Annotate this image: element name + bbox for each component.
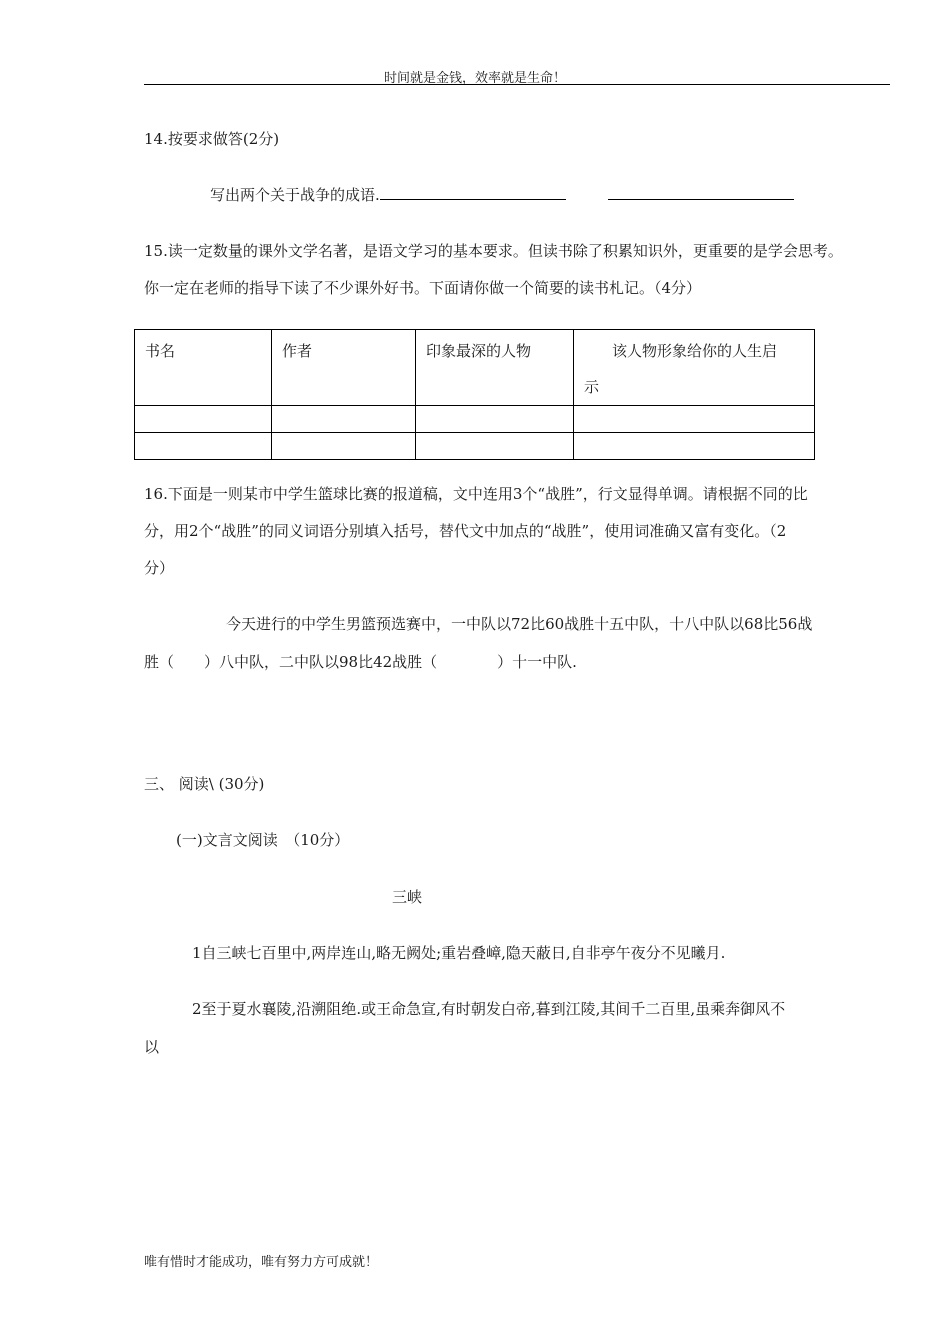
page-header: 时间就是金钱，效率就是生命！ — [383, 71, 566, 86]
passage-paragraph-1: 1自三峡七百里中,两岸连山,略无阙处;重岩叠嶂,隐天蔽日,自非亭午夜分不见曦月. — [192, 944, 726, 962]
cell-insight[interactable] — [574, 433, 815, 460]
passage-title: 三峡 — [392, 888, 423, 906]
q16-line-3: 分） — [144, 559, 175, 577]
cell-insight[interactable] — [574, 406, 815, 433]
header-author: 作者 — [272, 330, 416, 406]
header-rule — [144, 84, 890, 85]
passage-paragraph-2: 2至于夏水襄陵,沿溯阻绝.或王命急宣,有时朝发白帝,暮到江陵,其间千二百里,虽乘奔御风不 — [192, 1000, 786, 1018]
header-insight: 该人物形象给你的人生启 示 — [574, 330, 815, 406]
cell-character[interactable] — [416, 433, 574, 460]
table-row — [135, 433, 815, 460]
subsection-heading: (一)文言文阅读 （10分） — [176, 831, 350, 849]
q16-passage-1: 今天进行的中学生男篮预选赛中，一中队以72比60战胜十五中队，十八中队以68比56战 — [226, 615, 813, 633]
q14-title: 14.按要求做答(2分) — [144, 130, 280, 148]
q15-line-1: 15.读一定数量的课外文学名著，是语文学习的基本要求。但读书除了积累知识外，更重要的是学会思考。 — [144, 242, 843, 260]
q16-line-2: 分，用2个“战胜”的同义词语分别填入括号，替代文中加点的“战胜”，使用词准确又富有变化。（2 — [144, 522, 787, 540]
answer-blank-2[interactable] — [608, 185, 794, 200]
header-book-title: 书名 — [135, 330, 272, 406]
section-heading: 三、 阅读\ (30分) — [144, 775, 265, 793]
q15-line-2: 你一定在老师的指导下读了不少课外好书。下面请你做一个简要的读书札记。（4分） — [144, 279, 702, 297]
cell-author[interactable] — [272, 406, 416, 433]
q14-prompt-line — [210, 184, 794, 205]
header-character: 印象最深的人物 — [416, 330, 574, 406]
cell-author[interactable] — [272, 433, 416, 460]
table-header-row — [135, 330, 815, 406]
page-footer: 唯有惜时才能成功，唯有努力方可成就！ — [144, 1255, 379, 1270]
cell-character[interactable] — [416, 406, 574, 433]
q16-passage-2: 胜（ ）八中队，二中队以98比42战胜（ ）十一中队. — [144, 653, 577, 671]
table-row — [135, 406, 815, 433]
passage-paragraph-2-cont: 以 — [144, 1038, 160, 1056]
q14-prompt: 写出两个关于战争的成语. — [210, 186, 380, 204]
reading-notes-table — [134, 329, 815, 460]
q16-line-1: 16.下面是一则某市中学生篮球比赛的报道稿，文中连用3个“战胜”，行文显得单调。请根据不同的比 — [144, 485, 808, 503]
answer-blank-1[interactable] — [380, 185, 566, 200]
cell-book-title[interactable] — [135, 406, 272, 433]
cell-book-title[interactable] — [135, 433, 272, 460]
